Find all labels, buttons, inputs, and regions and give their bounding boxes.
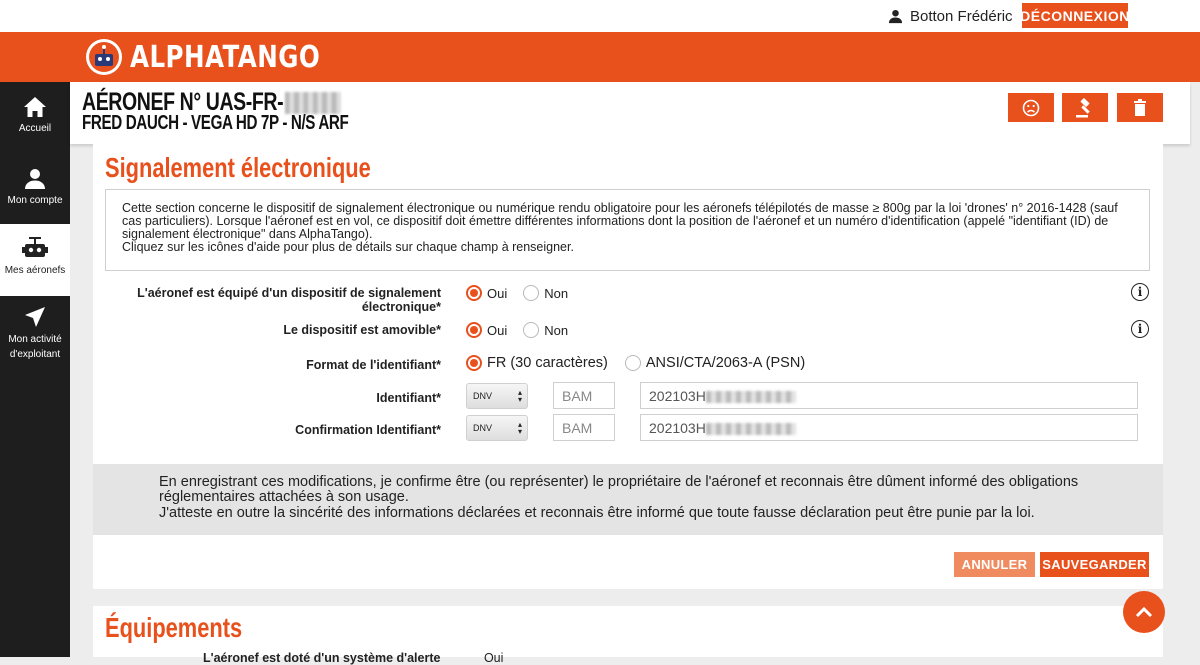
equipment-row-cut (203, 651, 503, 665)
sidebar-item-home[interactable] (0, 96, 70, 146)
cancel-button[interactable]: ANNULER (954, 552, 1035, 577)
prefix-value: BAM (562, 420, 593, 436)
send-icon (24, 306, 46, 328)
user-icon (24, 168, 46, 190)
sidebar-item-label: Mes aéronefs (4, 265, 66, 276)
equipped-label: L'aéronef est équipé d'un dispositif de signalement électronique* (137, 286, 441, 314)
confirm-type-select[interactable] (466, 415, 528, 441)
prefix-value: BAM (562, 388, 593, 404)
aircraft-header (70, 82, 1190, 144)
equipment-title: Équipements (105, 612, 243, 643)
no-label: Non (544, 285, 569, 301)
sad-face-button[interactable] (1008, 93, 1054, 122)
home-icon (23, 96, 47, 118)
sidebar-item-account[interactable] (0, 168, 70, 218)
sidebar-item-label-line1: Mon activité (8, 334, 62, 345)
identifier-value: 202103H (649, 420, 706, 436)
aircraft-icon (22, 236, 48, 260)
sidebar-item-label: Mon compte (7, 195, 63, 206)
aircraft-subtitle: FRED DAUCH - VEGA HD 7P - N/S ARF (82, 112, 349, 134)
redacted-id (706, 423, 796, 435)
removable-yes-radio[interactable] (466, 322, 482, 338)
sidebar-item-label: Accueil (18, 123, 52, 134)
user-name: Botton Frédéric (910, 7, 1013, 25)
info-icon[interactable]: i (1131, 283, 1149, 301)
electronic-signal-card (93, 144, 1163, 589)
aircraft-title-text: AÉRONEF N° UAS-FR- (82, 88, 284, 116)
format-ansi-label: ANSI/CTA/2063-A (PSN) (645, 355, 806, 371)
trash-icon (1133, 99, 1147, 116)
sad-face-icon (1022, 99, 1040, 117)
select-arrows-icon: ▴ ▾ (517, 388, 522, 404)
chevron-up-icon (1135, 606, 1153, 618)
sidebar (0, 82, 70, 657)
top-bar (0, 0, 1200, 32)
identifier-label: Identifiant* (376, 391, 441, 405)
identifier-value: 202103H (649, 388, 706, 404)
sidebar-item-aircraft[interactable] (0, 224, 70, 296)
equipped-yes-radio[interactable] (466, 285, 482, 301)
user-icon (888, 9, 903, 24)
removable-radio-group (466, 322, 568, 338)
format-fr-radio[interactable] (466, 355, 482, 371)
section-title: Signalement électronique (105, 152, 371, 183)
equipped-radio-group (466, 285, 568, 301)
equipment-row-value: Oui (483, 651, 504, 665)
equipped-no-radio[interactable] (523, 285, 539, 301)
brand-name: ALPHATANGO (130, 39, 321, 75)
yes-label: Oui (487, 285, 508, 301)
save-button[interactable]: SAUVEGARDER (1040, 552, 1149, 577)
scroll-top-button[interactable] (1123, 591, 1165, 633)
user-info[interactable] (888, 6, 1013, 26)
brand-header (0, 32, 1200, 82)
gavel-icon (1075, 98, 1095, 118)
select-value: DNV (473, 423, 493, 433)
redacted-id (706, 391, 796, 403)
info-icon[interactable]: i (1131, 320, 1149, 338)
confirm-identifier-input[interactable] (640, 414, 1138, 441)
equipment-card (93, 606, 1163, 665)
disclaimer-line2: J'atteste en outre la sincérité des informations déclarées et reconnais être informé que toute fausse déclaration peut être punie par la loi. (159, 505, 1035, 521)
format-label: Format de l'identifiant* (306, 358, 441, 372)
disclaimer (93, 464, 1163, 535)
removable-label: Le dispositif est amovible* (283, 323, 441, 337)
delete-button[interactable] (1117, 93, 1163, 122)
sidebar-item-activity[interactable] (0, 306, 70, 366)
identifier-input[interactable] (640, 382, 1138, 409)
format-ansi-radio[interactable] (625, 355, 641, 371)
format-fr-label: FR (30 caractères) (487, 355, 608, 371)
identifier-prefix-input[interactable] (553, 382, 615, 409)
select-value: DNV (473, 391, 493, 401)
robot-logo-icon (84, 37, 124, 77)
info-help-text: Cliquez sur les icônes d'aide pour plus de détails sur chaque champ à renseigner. (122, 240, 574, 254)
gavel-button[interactable] (1062, 93, 1108, 122)
confirm-prefix-input[interactable] (553, 414, 615, 441)
equipment-row-label: L'aéronef est doté d'un système d'alerte (203, 651, 441, 665)
confirm-identifier-label: Confirmation Identifiant* (295, 423, 441, 437)
identifier-type-select[interactable] (466, 383, 528, 409)
sidebar-item-label-line2: d'exploitant (9, 349, 61, 360)
logout-button[interactable]: DÉCONNEXION (1022, 3, 1128, 28)
select-arrows-icon: ▴ ▾ (517, 420, 522, 436)
format-radio-group (466, 355, 805, 371)
info-text: Cette section concerne le dispositif de signalement électronique ou numérique rendu obligatoire pour les aéronefs télépilotés de masse ≥ 800g par la loi 'drones' n° 2016-1428 (sauf cas particuliers). Lorsque l'aéronef est en vol, ce dispositif doit émettre différentes informations dont la position de l'aéronef et un numéro d'identification (appelé "identifiant (ID) de signalement électronique" dans AlphaTango). (122, 201, 1118, 241)
info-box (105, 189, 1150, 271)
yes-label: Oui (487, 322, 508, 338)
disclaimer-line1: En enregistrant ces modifications, je confirme être (ou représenter) le propriétaire de l'aéronef et reconnais être dûment informé des obligations réglementaires attachées à son usage. (159, 474, 1079, 505)
logo[interactable] (84, 35, 362, 79)
no-label: Non (544, 322, 569, 338)
removable-no-radio[interactable] (523, 322, 539, 338)
